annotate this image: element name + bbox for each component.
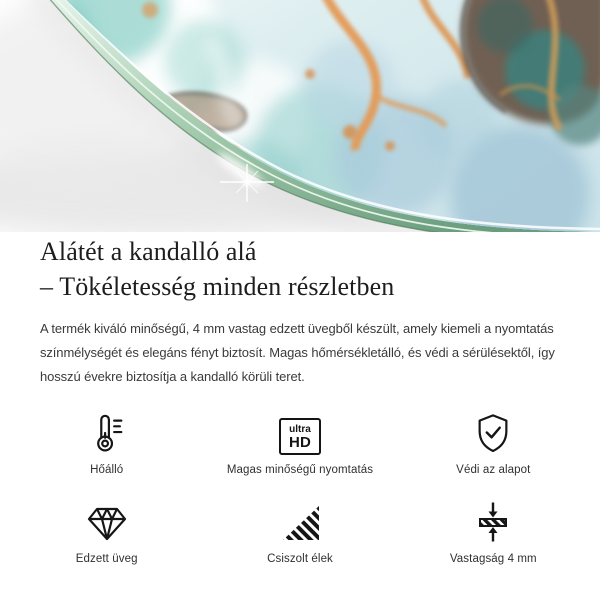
ultra-hd-icon (279, 409, 321, 455)
feature-label: Edzett üveg (75, 553, 138, 565)
feature-tempered-glass (10, 498, 203, 565)
title-line-2: – Tökéletesség minden részletben (40, 272, 395, 301)
shield-check-icon (472, 409, 514, 455)
feature-protects-base (397, 409, 590, 476)
feature-thickness-4mm (397, 498, 590, 565)
feature-ultra-hd-print (203, 409, 396, 476)
feature-label: Védi az alapot (456, 464, 531, 476)
product-photo (0, 0, 600, 232)
feature-label: Magas minőségű nyomtatás (226, 464, 374, 476)
feature-polished-edges (203, 498, 396, 565)
thickness-icon (471, 498, 515, 544)
page-title (40, 234, 560, 304)
feature-label: Vastagság 4 mm (449, 553, 537, 565)
product-description: A termék kiváló minőségű, 4 mm vastag edzett üvegből készült, amely kiemeli a nyomtatás színmélységét és elegáns fényt biztosít. Magas hőmérsékletálló, és védi a sérülésektől, így hosszú évekre biztosítja a kandalló körüli teret. (40, 321, 555, 384)
feature-heat-resistant (10, 409, 203, 476)
glass-hearth-pad-image (0, 0, 600, 232)
feature-grid (10, 409, 590, 565)
feature-label: Hőálló (90, 464, 124, 476)
thermometer-icon (86, 409, 128, 455)
diamond-icon (85, 498, 129, 544)
title-line-1: Alátét a kandalló alá (40, 237, 257, 266)
ultra-hd-badge-top: ultra (289, 423, 311, 435)
feature-label: Csiszolt élek (267, 553, 333, 565)
polished-edges-icon (278, 498, 322, 544)
product-info (0, 234, 600, 565)
ultra-hd-badge-bottom: HD (288, 433, 312, 451)
